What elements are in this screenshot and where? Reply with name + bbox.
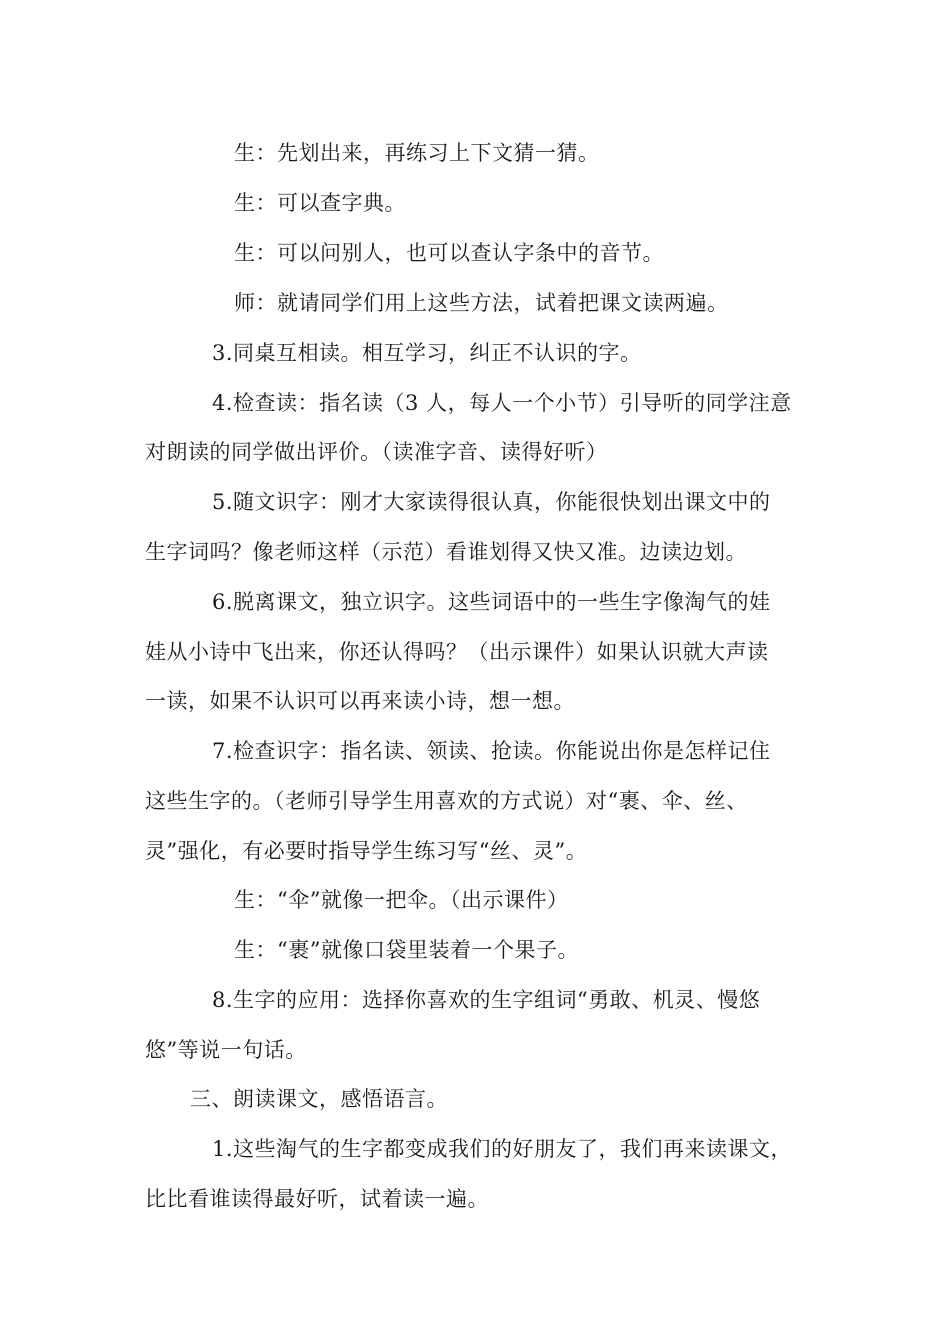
paragraph-step-8-line-2: 悠”等说一句话。 xyxy=(145,1038,307,1062)
paragraph-section-3-step-1-line-2: 比比看谁读得最好听，试着读一遍。 xyxy=(145,1187,489,1211)
paragraph-step-4-line-1: 4.检查读：指名读（3 人，每人一个小节）引导听的同学注意 xyxy=(212,391,792,415)
paragraph-step-6-line-1: 6.脱离课文，独立识字。这些词语中的一些生字像淘气的娃 xyxy=(212,590,771,614)
paragraph-step-5-line-2: 生字词吗？像老师这样（示范）看谁划得又快又准。边读边划。 xyxy=(145,540,747,564)
paragraph-student-answer-2: 生：可以查字典。 xyxy=(234,191,406,215)
paragraph-step-5-line-1: 5.随文识字：刚才大家读得很认真，你能很快划出课文中的 xyxy=(212,490,771,514)
paragraph-step-6-line-3: 一读，如果不认识可以再来读小诗，想一想。 xyxy=(145,689,575,713)
paragraph-student-answer-5: 生：“裹”就像口袋里装着一个果子。 xyxy=(234,938,579,962)
paragraph-step-4-line-2: 对朗读的同学做出评价。（读准字音、读得好听） xyxy=(145,440,608,464)
paragraph-step-7-line-2: 这些生字的。（老师引导学生用喜欢的方式说）对“裹、伞、丝、 xyxy=(145,789,748,813)
paragraph-student-answer-4: 生：“伞”就像一把伞。（出示课件） xyxy=(234,888,569,912)
section-heading-3: 三、朗读课文，感悟语言。 xyxy=(190,1087,448,1111)
paragraph-section-3-step-1-line-1: 1.这些淘气的生字都变成我们的好朋友了，我们再来读课文， xyxy=(212,1137,793,1161)
paragraph-step-3: 3.同桌互相读。相互学习，纠正不认识的字。 xyxy=(212,341,642,365)
paragraph-step-8-line-1: 8.生字的应用：选择你喜欢的生字组词“勇敢、机灵、慢悠 xyxy=(212,988,761,1012)
paragraph-step-6-line-2: 娃从小诗中飞出来，你还认得吗？（出示课件）如果认识就大声读 xyxy=(145,640,769,664)
paragraph-student-answer-1: 生：先划出来，再练习上下文猜一猜。 xyxy=(234,141,600,165)
paragraph-step-7-line-3: 灵”强化，有必要时指导学生练习写“丝、灵”。 xyxy=(145,839,588,863)
paragraph-student-answer-3: 生：可以问别人，也可以查认字条中的音节。 xyxy=(234,241,664,265)
paragraph-teacher-instruction: 师：就请同学们用上这些方法，试着把课文读两遍。 xyxy=(234,291,729,315)
paragraph-step-7-line-1: 7.检查识字：指名读、领读、抢读。你能说出你是怎样记住 xyxy=(212,739,771,763)
